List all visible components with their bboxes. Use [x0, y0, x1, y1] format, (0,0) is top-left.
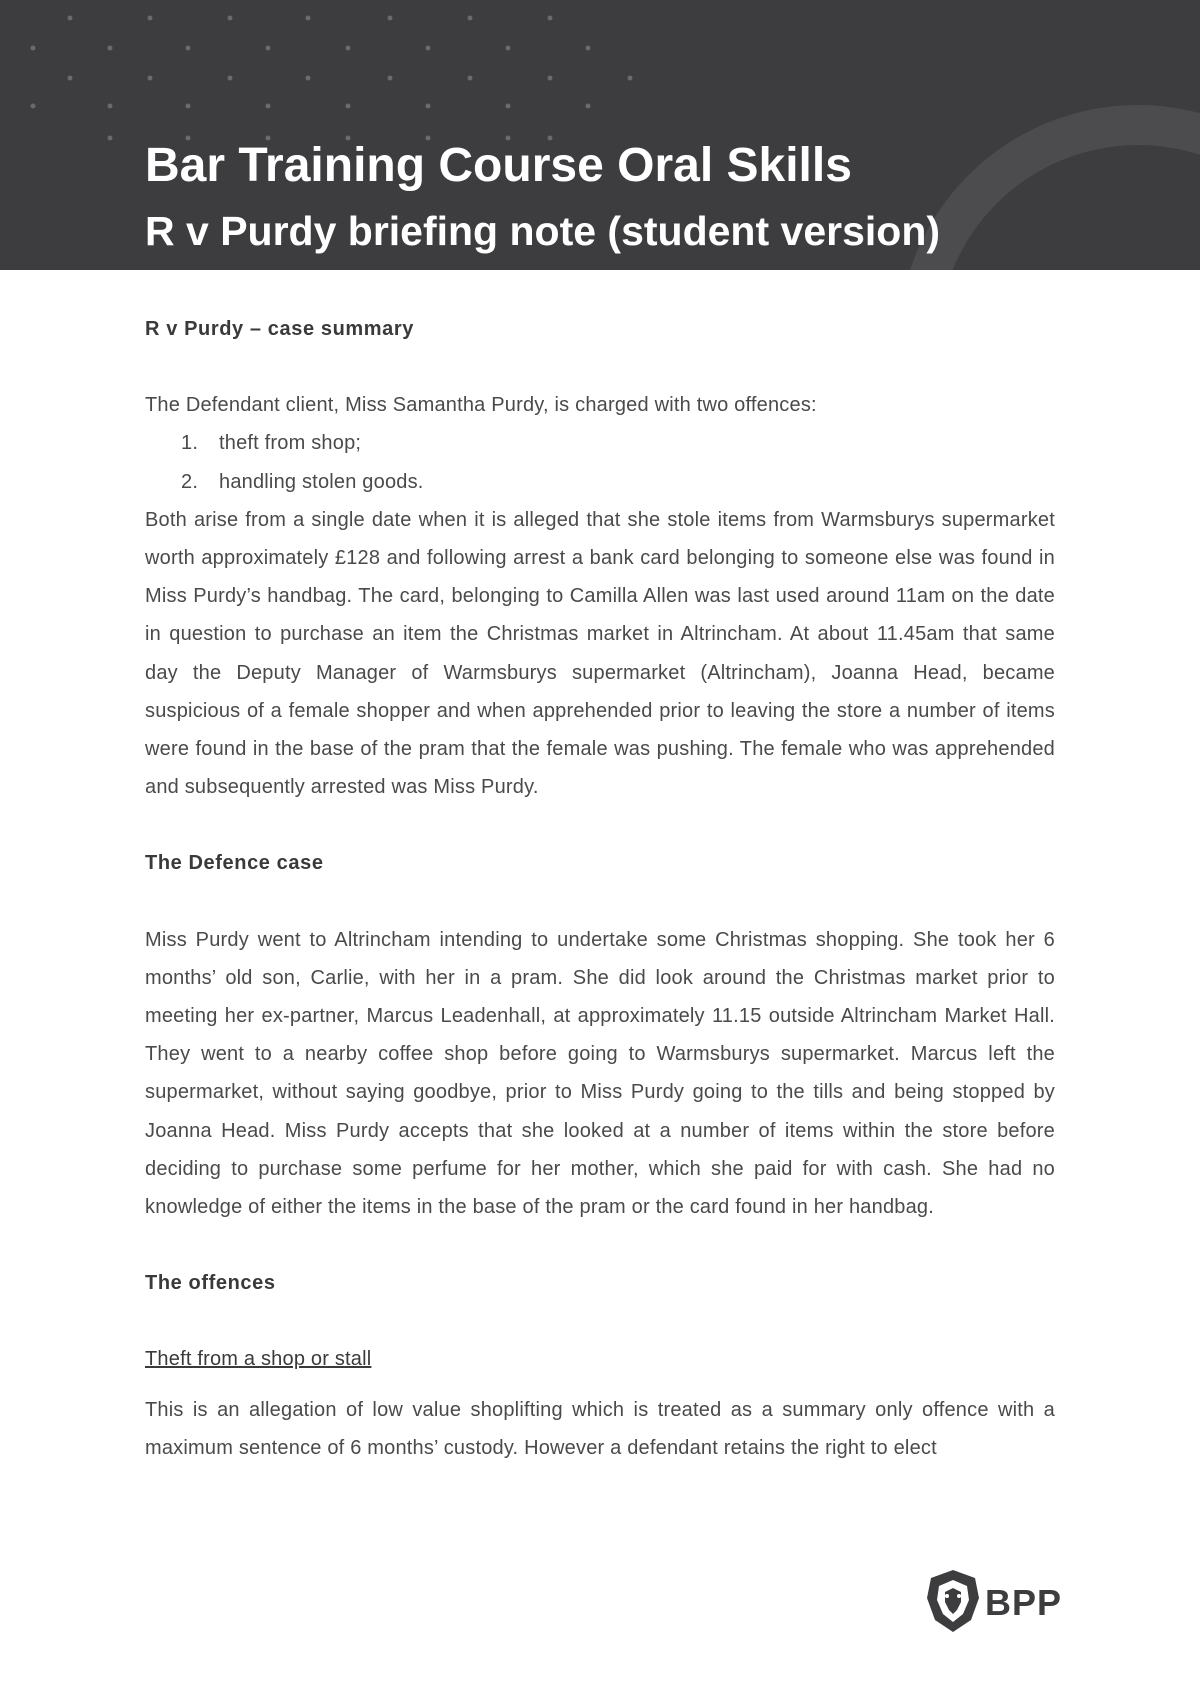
defence-paragraph: Miss Purdy went to Altrincham intending to undertake some Christmas shopping. She took her 6 months’ old son, Carlie, with her in a pram. She did look around the Christmas market prior to meeting her ex-partner, Marcus Leadenhall, at approximately 11.15 outside Altrincham Market Hall. They went to a nearby coffee shop before going to Warmsburys supermarket. Marcus left the supermarket, without saying goodbye, prior to Miss Purdy going to the tills and being stopped by Joanna Head. Miss Purdy accepts that she looked at a number of items within the store before deciding to purchase some perfume for her mother, which she paid for with cash. She had no knowledge of either the items in the base of the pram or the card found in her handbag.	[145, 928, 1055, 1219]
lion-head-icon	[925, 1568, 981, 1634]
logo-text: BPP	[985, 1582, 1063, 1623]
list-item-number: 2.	[181, 470, 199, 493]
document-subtitle: R v Purdy briefing note (student version)	[145, 208, 941, 254]
offences-list	[145, 424, 1055, 500]
list-item	[181, 424, 1055, 462]
theft-subheading: Theft from a shop or stall	[145, 1348, 372, 1371]
defence-case-heading: The Defence case	[145, 852, 324, 875]
offences-heading: The offences	[145, 1272, 276, 1295]
document-title: Bar Training Course Oral Skills	[145, 139, 852, 192]
summary-paragraph: Both arise from a single date when it is alleged that she stole items from Warmsburys supermarket worth approximately £128 and following arrest a bank card belonging to someone else was found in Miss Purdy’s handbag. The card, belonging to Camilla Allen was last used around 11am on the date in question to purchase an item the Christmas market in Altrincham. At about 11.45am that same day the Deputy Manager of Warmsburys supermarket (Altrincham), Joanna Head, became suspicious of a female shopper and when apprehended prior to leaving the store a number of items were found in the base of the pram that the female was pushing. The female who was apprehended and subsequently arrested was Miss Purdy.	[145, 508, 1055, 799]
intro-paragraph: The Defendant client, Miss Samantha Purdy, is charged with two offences:	[145, 394, 817, 417]
document-body	[145, 310, 1055, 1467]
case-summary-heading: R v Purdy – case summary	[145, 318, 414, 340]
list-item	[181, 463, 1055, 501]
bpp-logo	[925, 1568, 1063, 1638]
list-item-text: handling stolen goods.	[219, 470, 424, 493]
header-banner	[0, 0, 1200, 270]
list-item-text: theft from shop;	[219, 432, 362, 455]
theft-paragraph: This is an allegation of low value shoplifting which is treated as a summary only offence with a maximum sentence of 6 months’ custody. However a defendant retains the right to elect	[145, 1398, 1055, 1459]
list-item-number: 1.	[181, 432, 199, 455]
